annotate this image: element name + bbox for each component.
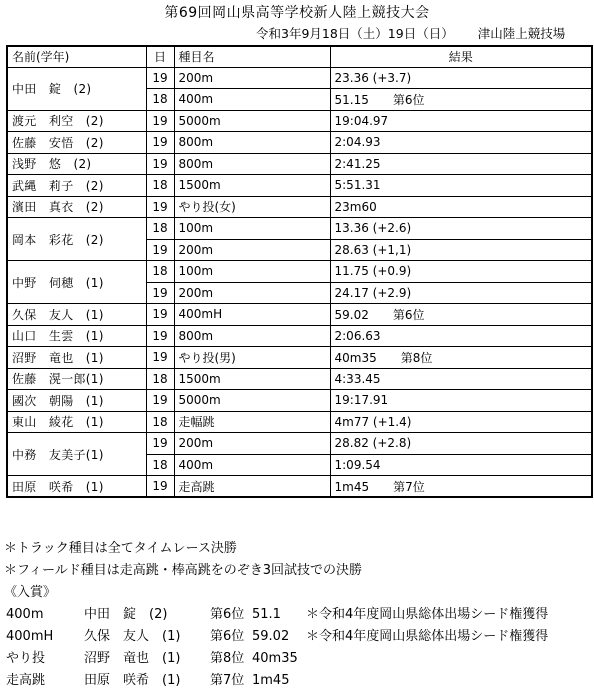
note-track: ＊トラック種目は全てタイムレース決勝 — [4, 541, 237, 556]
entry-result-cell — [330, 89, 592, 111]
award-row — [4, 604, 594, 626]
award-mark: 51.1 — [252, 607, 281, 622]
award-row — [4, 670, 594, 692]
entry-day: 19 — [146, 153, 174, 175]
table-row — [7, 67, 592, 89]
athlete-name: 田原 咲希 (1) — [7, 476, 146, 498]
entry-day: 18 — [146, 368, 174, 390]
entry-result: 2:04.93 — [334, 135, 381, 150]
entry-result: 2:41.25 — [334, 156, 381, 171]
award-place: 第6位 — [210, 607, 245, 622]
entry-result: 2:06.63 — [334, 328, 381, 343]
table-row — [7, 433, 592, 455]
table-row — [7, 132, 592, 154]
entry-event: 200m — [174, 239, 330, 261]
table-row — [7, 325, 592, 347]
header-result: 結果 — [330, 46, 592, 67]
award-place: 第7位 — [210, 673, 245, 688]
entry-day: 19 — [146, 282, 174, 304]
athlete-name: 中務 友美子(1) — [7, 433, 146, 476]
entry-day: 18 — [146, 411, 174, 433]
table-row — [7, 411, 592, 433]
entry-day: 19 — [146, 132, 174, 154]
entry-result-cell — [330, 218, 592, 240]
athlete-name: 國次 朝陽 (1) — [7, 390, 146, 412]
award-event: やり投 — [6, 651, 46, 666]
entry-result: 40m35 — [334, 350, 377, 365]
entry-event: 100m — [174, 218, 330, 240]
entry-day: 18 — [146, 261, 174, 283]
entry-result-cell — [330, 67, 592, 89]
awards-heading: 《入賞》 — [4, 585, 57, 600]
entry-result-cell — [330, 175, 592, 197]
athlete-name: 浅野 悠 (2) — [7, 153, 146, 175]
award-note: ＊令和4年度岡山県総体出場シード権獲得 — [306, 629, 549, 644]
entry-result: 23m60 — [334, 199, 377, 214]
entry-result-cell — [330, 132, 592, 154]
table-row — [7, 304, 592, 326]
entry-day: 19 — [146, 239, 174, 261]
entry-result: 13.36 (+2.6) — [334, 221, 412, 236]
entry-result-cell — [330, 390, 592, 412]
entry-result: 4m77 (+1.4) — [334, 414, 412, 429]
entry-result-cell — [330, 282, 592, 304]
athlete-name: 中野 伺穂 (1) — [7, 261, 146, 304]
entry-day: 18 — [146, 89, 174, 111]
award-place: 第6位 — [210, 629, 245, 644]
entry-result-cell — [330, 476, 592, 498]
entry-result-cell — [330, 325, 592, 347]
table-row — [7, 175, 592, 197]
athlete-name: 久保 友人 (1) — [7, 304, 146, 326]
entry-day: 19 — [146, 67, 174, 89]
entry-event: 1500m — [174, 175, 330, 197]
entry-result: 23.36 (+3.7) — [334, 70, 412, 85]
athlete-name: 東山 綾花 (1) — [7, 411, 146, 433]
award-row — [4, 626, 594, 648]
entry-event: 400m — [174, 89, 330, 111]
entry-result: 59.02 — [334, 307, 369, 322]
award-athlete: 久保 友人 (1) — [84, 629, 181, 644]
athlete-name: 岡本 彩花 (2) — [7, 218, 146, 261]
entry-result: 5:51.31 — [334, 178, 381, 193]
entry-event: 800m — [174, 153, 330, 175]
table-row — [7, 218, 592, 240]
table-row — [7, 261, 592, 283]
entry-result-cell — [330, 239, 592, 261]
entry-event: 200m — [174, 433, 330, 455]
entry-day: 18 — [146, 175, 174, 197]
entry-event: 走高跳 — [174, 476, 330, 498]
awards-list — [4, 604, 594, 692]
table-header-row — [7, 46, 592, 67]
entry-result: 19:04.97 — [334, 113, 389, 128]
athlete-name: 濱田 真衣 (2) — [7, 196, 146, 218]
document-subtitle — [256, 24, 565, 42]
entry-result-cell — [330, 368, 592, 390]
entry-result-cell — [330, 110, 592, 132]
entry-result: 19:17.91 — [334, 393, 389, 408]
entry-result: 1m45 — [334, 479, 370, 494]
athlete-name: 山口 生雲 (1) — [7, 325, 146, 347]
entry-day: 19 — [146, 325, 174, 347]
entry-result: 24.17 (+2.9) — [334, 285, 412, 300]
athlete-name: 武縄 莉子 (2) — [7, 175, 146, 197]
award-athlete: 沼野 竜也 (1) — [84, 651, 181, 666]
award-row — [4, 648, 594, 670]
entry-event: 5000m — [174, 110, 330, 132]
entry-result-cell — [330, 304, 592, 326]
header-event: 種目名 — [174, 46, 330, 67]
entry-day: 19 — [146, 347, 174, 369]
results-body — [7, 67, 592, 497]
athlete-name: 渡元 利空 (2) — [7, 110, 146, 132]
entry-event: 走幅跳 — [174, 411, 330, 433]
meet-venue: 津山陸上競技場 — [477, 26, 566, 41]
athlete-name: 佐藤 滉一郎(1) — [7, 368, 146, 390]
athlete-name: 沼野 竜也 (1) — [7, 347, 146, 369]
entry-event: 1500m — [174, 368, 330, 390]
table-row — [7, 390, 592, 412]
table-row — [7, 476, 592, 498]
entry-result: 51.15 — [334, 92, 369, 107]
entry-day: 19 — [146, 476, 174, 498]
entry-result: 28.82 (+2.8) — [334, 436, 412, 451]
entry-award: 第6位 — [392, 92, 425, 107]
award-mark: 40m35 — [252, 651, 298, 666]
entry-result-cell — [330, 433, 592, 455]
meet-dates: 令和3年9月18日（土）19日（日） — [256, 26, 454, 41]
entry-result-cell — [330, 261, 592, 283]
entry-day: 18 — [146, 454, 174, 476]
award-athlete: 中田 錠 (2) — [84, 607, 168, 622]
entry-event: 400mH — [174, 304, 330, 326]
table-row — [7, 196, 592, 218]
entry-result: 11.75 (+0.9) — [334, 264, 412, 279]
entry-result-cell — [330, 454, 592, 476]
table-row — [7, 368, 592, 390]
award-event: 400m — [6, 607, 44, 622]
results-table — [6, 45, 593, 498]
table-row — [7, 153, 592, 175]
document-title: 第69回岡山県高等学校新人陸上競技大会 — [164, 5, 430, 21]
award-event: 走高跳 — [6, 673, 46, 688]
entry-event: 200m — [174, 67, 330, 89]
entry-day: 19 — [146, 110, 174, 132]
entry-day: 18 — [146, 218, 174, 240]
entry-day: 19 — [146, 196, 174, 218]
award-mark: 59.02 — [252, 629, 290, 644]
entry-result: 28.63 (+1,1) — [334, 242, 412, 257]
entry-event: 800m — [174, 325, 330, 347]
entry-day: 19 — [146, 433, 174, 455]
entry-result: 1:09.54 — [334, 457, 381, 472]
header-day: 日 — [146, 46, 174, 67]
award-note: ＊令和4年度岡山県総体出場シード権獲得 — [306, 607, 549, 622]
entry-result-cell — [330, 196, 592, 218]
notes-section — [4, 538, 594, 692]
entry-event: 800m — [174, 132, 330, 154]
entry-day: 19 — [146, 390, 174, 412]
entry-event: やり投(女) — [174, 196, 330, 218]
entry-result-cell — [330, 411, 592, 433]
entry-event: 400m — [174, 454, 330, 476]
athlete-name: 中田 錠 (2) — [7, 67, 146, 110]
award-event: 400mH — [6, 629, 54, 644]
entry-award: 第7位 — [393, 479, 425, 494]
table-row — [7, 110, 592, 132]
award-mark: 1m45 — [252, 673, 290, 688]
entry-result-cell — [330, 347, 592, 369]
note-field: ＊フィールド種目は走高跳・棒高跳をのぞき3回試技での決勝 — [4, 563, 362, 578]
entry-result: 4:33.45 — [334, 371, 381, 386]
table-row — [7, 347, 592, 369]
header-name: 名前(学年) — [7, 46, 146, 67]
award-athlete: 田原 咲希 (1) — [84, 673, 181, 688]
entry-event: 100m — [174, 261, 330, 283]
athlete-name: 佐藤 安悟 (2) — [7, 132, 146, 154]
entry-award: 第6位 — [392, 307, 425, 322]
entry-event: 200m — [174, 282, 330, 304]
entry-result-cell — [330, 153, 592, 175]
entry-event: やり投(男) — [174, 347, 330, 369]
award-place: 第8位 — [210, 651, 245, 666]
entry-award: 第8位 — [400, 350, 433, 365]
entry-day: 19 — [146, 304, 174, 326]
entry-event: 5000m — [174, 390, 330, 412]
